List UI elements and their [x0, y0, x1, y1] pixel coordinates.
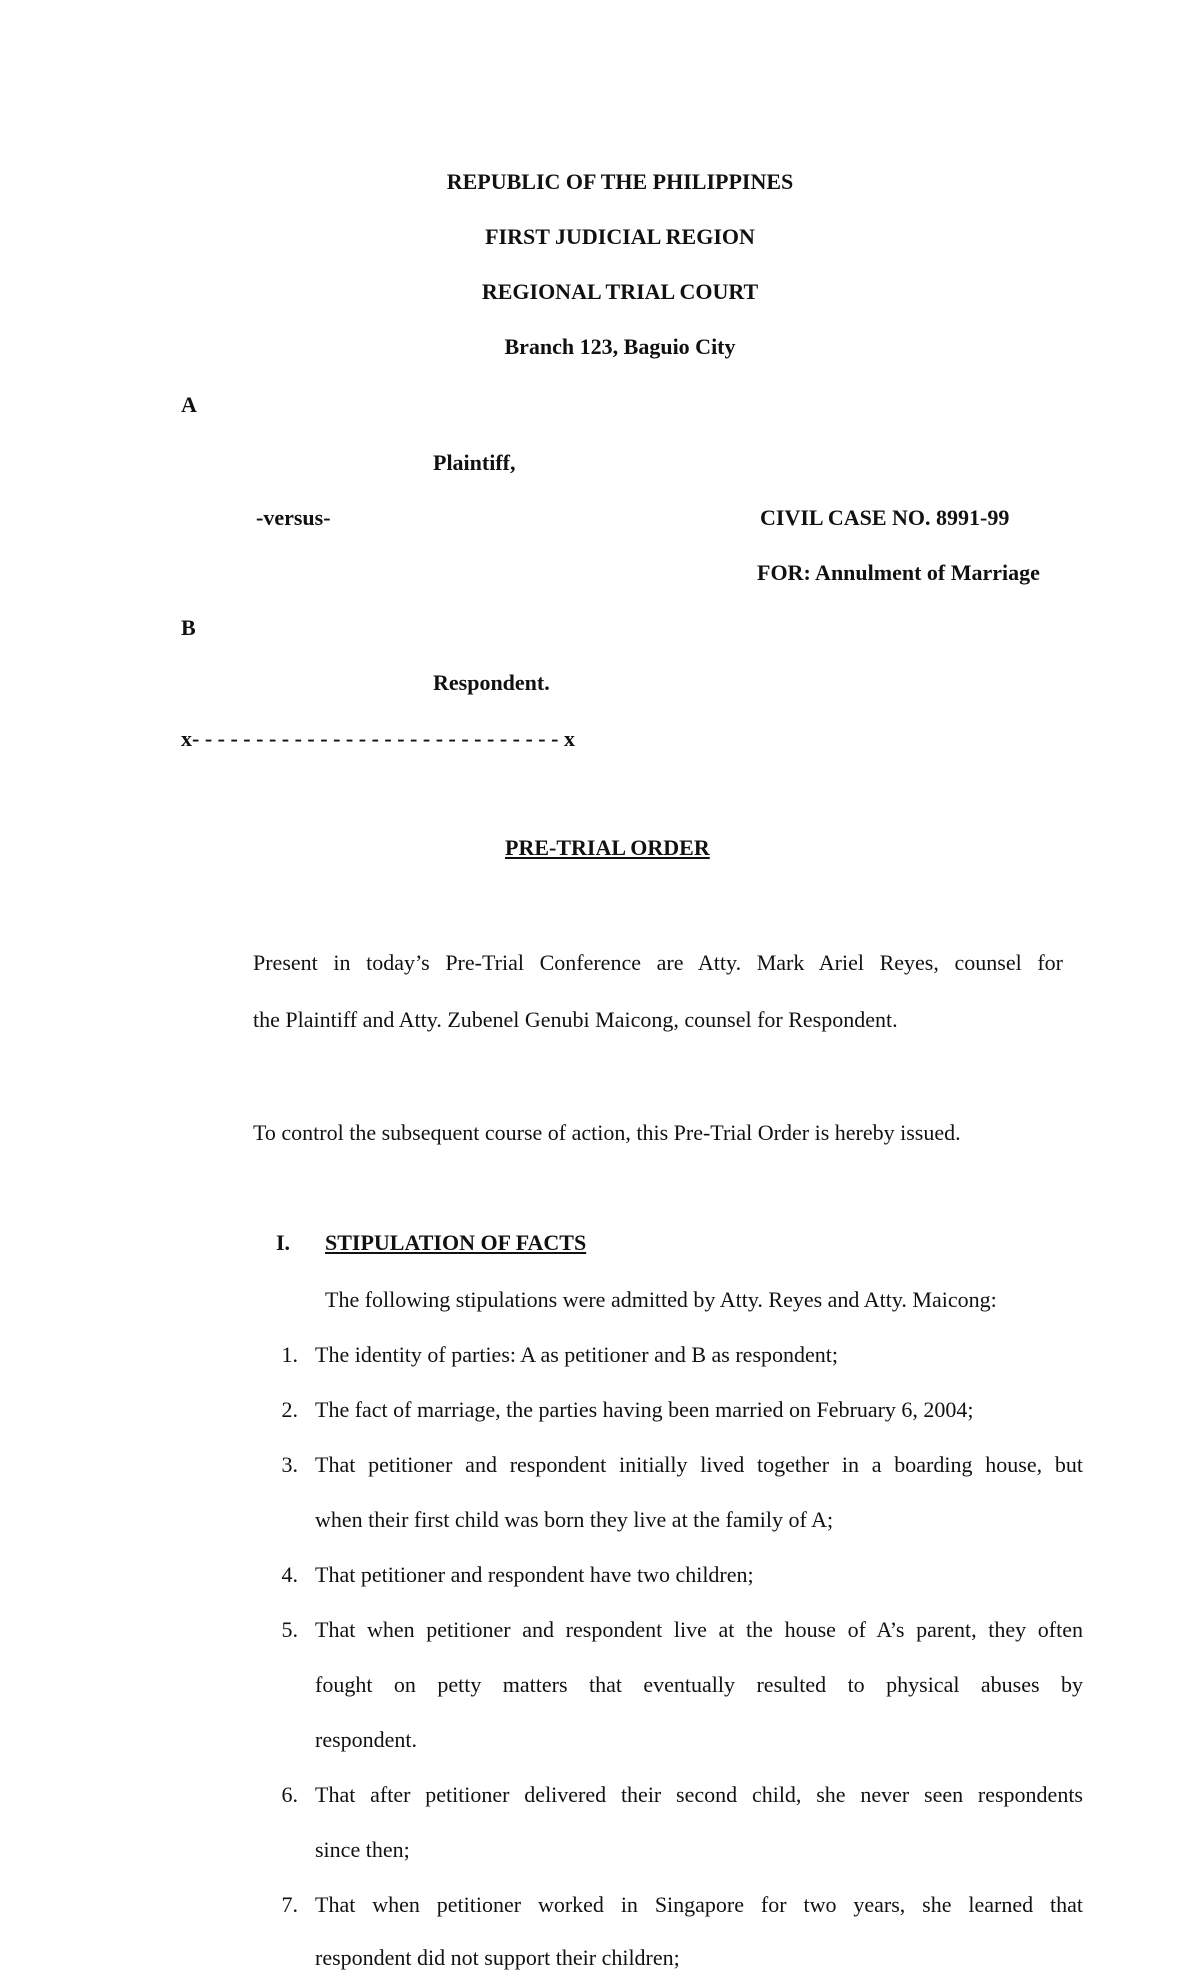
plaintiff-name: A [181, 392, 197, 417]
item-line: respondent did not support their children; [315, 1945, 680, 1970]
section-intro: The following stipulations were admitted by Atty. Reyes and Atty. Maicong: [325, 1287, 997, 1312]
caption-divider: x- - - - - - - - - - - - - - - - - - - - - - - - - - - - - x [181, 726, 575, 751]
section-numeral: I. [276, 1230, 291, 1255]
court-line-republic: REPUBLIC OF THE PHILIPPINES [446, 169, 794, 194]
item-line: The fact of marriage, the parties having been married on February 6, 2004; [315, 1397, 974, 1422]
item-number: 6. [281, 1782, 298, 1807]
order-title: PRE-TRIAL ORDER [505, 835, 710, 860]
item-line: The identity of parties: A as petitioner and B as respondent; [315, 1342, 838, 1367]
item-line: That when petitioner and respondent live at the house of A’s parent, they often [315, 1617, 1083, 1642]
case-nature: FOR: Annulment of Marriage [757, 560, 1040, 585]
item-number: 5. [281, 1617, 298, 1642]
item-number: 3. [281, 1452, 298, 1477]
case-number: CIVIL CASE NO. 8991-99 [760, 505, 1010, 530]
item-line: when their first child was born they live at the family of A; [315, 1507, 834, 1532]
item-line: That petitioner and respondent initially lived together in a boarding house, but [315, 1452, 1083, 1477]
para2: To control the subsequent course of action, this Pre-Trial Order is hereby issued. [253, 1120, 961, 1145]
versus-label: -versus- [256, 505, 331, 530]
court-line-rtc: REGIONAL TRIAL COURT [481, 279, 759, 304]
section-title: STIPULATION OF FACTS [325, 1230, 587, 1255]
para1-line2: the Plaintiff and Atty. Zubenel Genubi Maicong, counsel for Respondent. [253, 1007, 898, 1032]
item-line: That when petitioner worked in Singapore for two years, she learned that [315, 1892, 1083, 1917]
para1-line1: Present in today’s Pre-Trial Conference are Atty. Mark Ariel Reyes, counsel for [253, 950, 1063, 975]
respondent-label: Respondent. [433, 670, 550, 695]
court-line-branch: Branch 123, Baguio City [504, 334, 736, 359]
item-number: 1. [281, 1342, 298, 1367]
item-line: since then; [315, 1837, 410, 1862]
item-line: respondent. [315, 1727, 418, 1752]
item-line: That petitioner and respondent have two children; [315, 1562, 754, 1587]
court-line-region: FIRST JUDICIAL REGION [485, 224, 755, 249]
item-line: That after petitioner delivered their second child, she never seen respondents [315, 1782, 1083, 1807]
item-number: 2. [281, 1397, 298, 1422]
item-number: 7. [281, 1892, 298, 1917]
item-number: 4. [281, 1562, 298, 1587]
item-line: fought on petty matters that eventually resulted to physical abuses by [315, 1672, 1083, 1697]
plaintiff-label: Plaintiff, [433, 450, 516, 475]
respondent-name: B [181, 615, 196, 640]
